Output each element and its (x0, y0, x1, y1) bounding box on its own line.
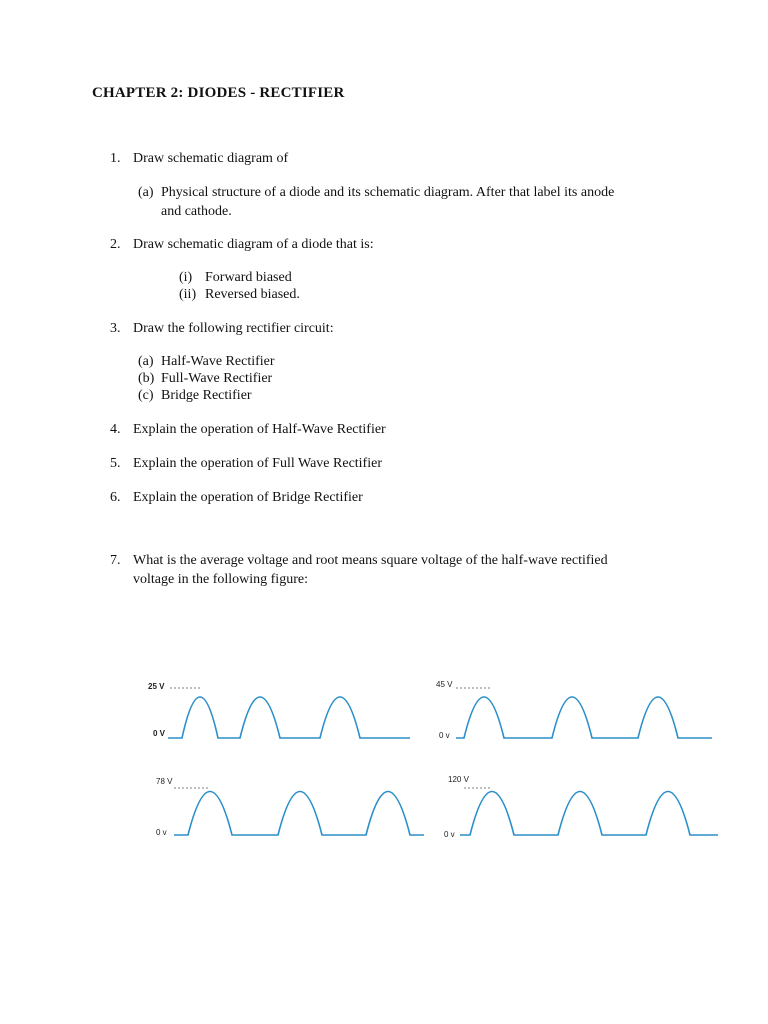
waveform-120v-graph (428, 772, 723, 844)
question-1-number: 1. (110, 151, 121, 166)
waveform-78v-graph (140, 772, 430, 844)
question-2-text: Draw schematic diagram of a diode that is: (133, 237, 374, 252)
question-5-number: 5. (110, 456, 121, 471)
question-2ii-text: Reversed biased. (205, 287, 300, 302)
question-3c-marker: (c) (138, 388, 154, 403)
waveform-25v-peak-label: 25 V (148, 682, 165, 691)
question-7-continuation: voltage in the following figure: (133, 572, 308, 587)
question-3b-text: Full-Wave Rectifier (161, 371, 273, 386)
question-3a-marker: (a) (138, 354, 154, 369)
half-wave-trace (456, 697, 712, 738)
question-6-text: Explain the operation of Bridge Rectifier (133, 490, 363, 505)
question-6-number: 6. (110, 490, 121, 505)
half-wave-trace (168, 697, 410, 738)
question-4-text: Explain the operation of Half-Wave Rectifier (133, 422, 386, 437)
waveform-120v-zero-label: 0 v (444, 830, 455, 839)
question-1-text: Draw schematic diagram of (133, 151, 289, 166)
question-2ii-marker: (ii) (179, 287, 197, 302)
waveform-78v-zero-label: 0 v (156, 828, 167, 837)
half-wave-trace (460, 792, 718, 836)
question-2i-text: Forward biased (205, 270, 292, 285)
waveform-45v-zero-label: 0 v (439, 731, 450, 740)
question-2-number: 2. (110, 237, 121, 252)
question-3a-text: Half-Wave Rectifier (161, 354, 275, 369)
question-7-text: What is the average voltage and root means square voltage of the half-wave rectified (133, 553, 608, 568)
waveform-78v (140, 772, 430, 844)
question-3-text: Draw the following rectifier circuit: (133, 321, 334, 336)
question-1a-line-1: Physical structure of a diode and its schematic diagram. After that label its anode (161, 185, 615, 200)
waveform-25v-graph (140, 676, 420, 746)
waveform-120v (428, 772, 723, 844)
question-5-text: Explain the operation of Full Wave Rectifier (133, 456, 382, 471)
waveform-45v-graph (428, 676, 718, 746)
waveform-45v (428, 676, 718, 746)
question-2i-marker: (i) (179, 270, 193, 285)
waveform-78v-peak-label: 78 V (156, 777, 173, 786)
question-3-number: 3. (110, 321, 121, 336)
question-1a-line-2: and cathode. (161, 204, 232, 219)
waveform-120v-peak-label: 120 V (448, 775, 469, 784)
question-4-number: 4. (110, 422, 121, 437)
waveform-25v (140, 676, 420, 746)
question-1a-marker: (a) (138, 185, 154, 200)
chapter-heading: CHAPTER 2: DIODES - RECTIFIER (92, 85, 345, 101)
question-3c-text: Bridge Rectifier (161, 388, 252, 403)
waveform-45v-peak-label: 45 V (436, 680, 453, 689)
waveform-25v-zero-label: 0 V (153, 729, 166, 738)
question-3b-marker: (b) (138, 371, 155, 386)
question-7-number: 7. (110, 553, 121, 568)
half-wave-trace (174, 792, 424, 836)
